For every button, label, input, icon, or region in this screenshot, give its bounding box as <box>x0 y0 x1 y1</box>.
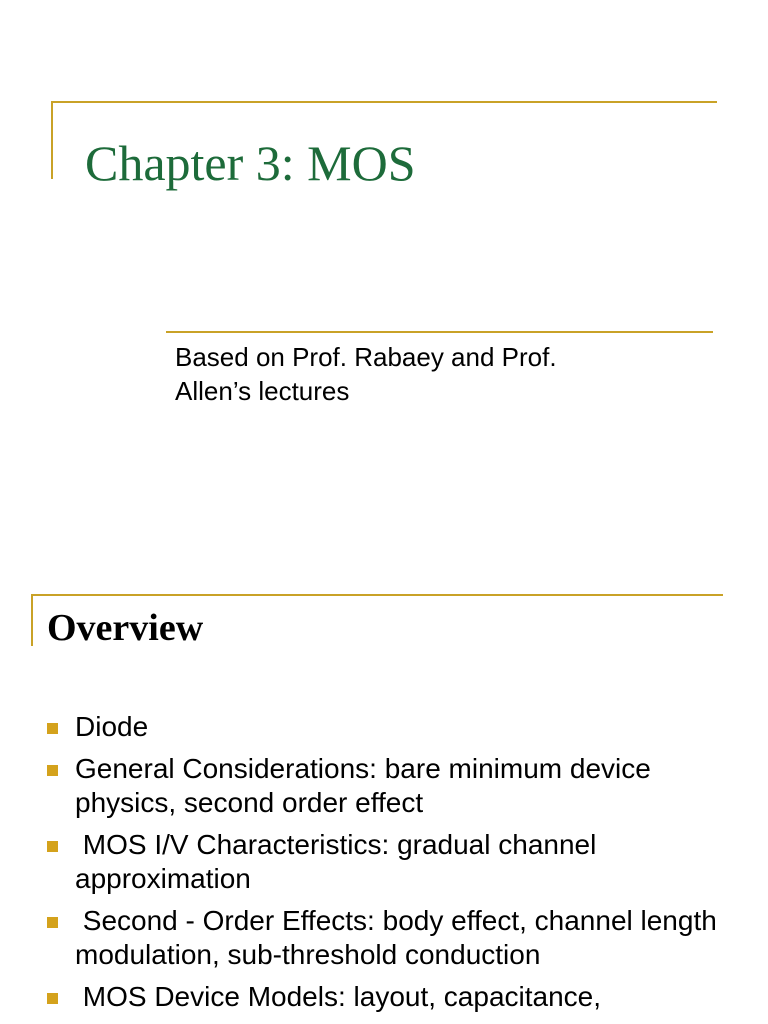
list-item <box>47 752 747 820</box>
list-item <box>47 904 747 972</box>
left-accent-rule <box>51 101 53 179</box>
top-accent-rule <box>51 101 717 103</box>
list-item-text: Diode <box>75 711 149 742</box>
slide-title: Overview <box>47 607 204 649</box>
square-bullet-icon <box>47 723 58 734</box>
square-bullet-icon <box>47 917 58 928</box>
list-item <box>47 710 747 744</box>
list-item <box>47 980 747 1014</box>
slide-title: Chapter 3: MOS <box>85 135 416 191</box>
overview-slide <box>0 560 768 1024</box>
square-bullet-icon <box>47 765 58 776</box>
subtitle-accent-rule <box>166 331 713 333</box>
square-bullet-icon <box>47 993 58 1004</box>
list-item-text: Second - Order Effects: body effect, channel length modulation, sub-threshold conduction <box>75 905 725 970</box>
top-accent-rule <box>31 594 723 596</box>
left-accent-rule <box>31 594 33 646</box>
list-item-text: MOS I/V Characteristics: gradual channel approximation <box>75 829 605 894</box>
subtitle-line-1: Based on Prof. Rabaey and Prof. <box>175 342 557 372</box>
slide-subtitle <box>175 340 675 408</box>
list-item <box>47 828 747 896</box>
subtitle-line-2: Allen’s lectures <box>175 376 350 406</box>
list-item-text: General Considerations: bare minimum device physics, second order effect <box>75 753 659 818</box>
square-bullet-icon <box>47 841 58 852</box>
overview-bullet-list <box>47 710 747 1022</box>
list-item-text: MOS Device Models: layout, capacitance, <box>75 981 602 1012</box>
